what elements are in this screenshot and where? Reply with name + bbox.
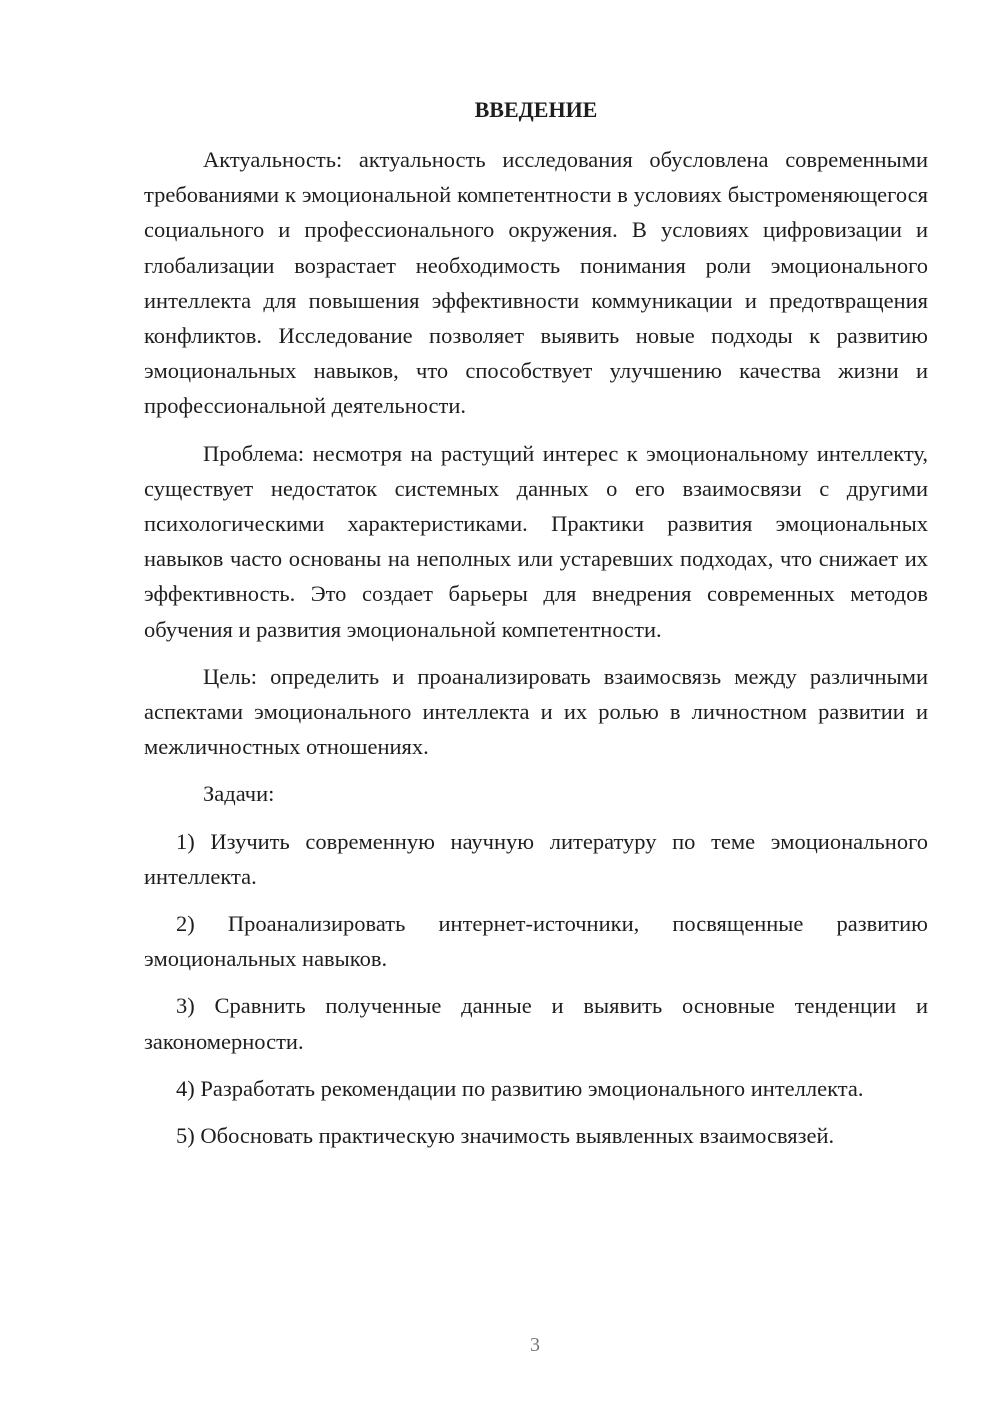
task-item-3: 3) Сравнить полученные данные и выявить основные тенденции и закономерности. <box>144 993 928 1054</box>
paragraph-goal: Цель: определить и проанализировать взаимосвязь между различными аспектами эмоционального интеллекта и их ролью в личностном развитии и межличностных отношениях. <box>144 663 928 760</box>
tasks-title: Задачи: <box>203 781 275 807</box>
section-heading: ВВЕДЕНИЕ <box>474 97 598 122</box>
task-item-5: 5) Обосновать практическую значимость выявленных взаимосвязей. <box>176 1123 835 1149</box>
document-page <box>144 88 928 1165</box>
paragraph-problem: Проблема: несмотря на растущий интерес к эмоциональному интеллекту, существует недостаток системных данных о его взаимосвязи с другими психологическими характеристиками. Практики развития эмоциональных навыков часто основаны на неполных или устаревших подходах, что снижает их эффективность. Это создает барьеры для внедрения современных методов обучения и развития эмоциональной компетентности. <box>144 440 928 642</box>
page-number: 3 <box>530 1334 540 1356</box>
task-item-4: 4) Разработать рекомендации по развитию эмоционального интеллекта. <box>176 1075 864 1101</box>
task-item-1: 1) Изучить современную научную литературу по теме эмоционального интеллекта. <box>144 828 928 889</box>
paragraph-relevance: Актуальность: актуальность исследования обусловлена современными требованиями к эмоциональной компетентности в условиях быстроменяющегося социального и профессионального окружения. В условиях цифровизации и глобализации возрастает необходимость понимания роли эмоционального интеллекта для повышения эффективности коммуникации и предотвращения конфликтов. Исследование позволяет выявить новые подходы к развитию эмоциональных навыков, что способствует улучшению качества жизни и профессиональной деятельности. <box>144 147 928 419</box>
task-item-2: 2) Проанализировать интернет-источники, посвященные развитию эмоциональных навыков. <box>144 911 928 972</box>
